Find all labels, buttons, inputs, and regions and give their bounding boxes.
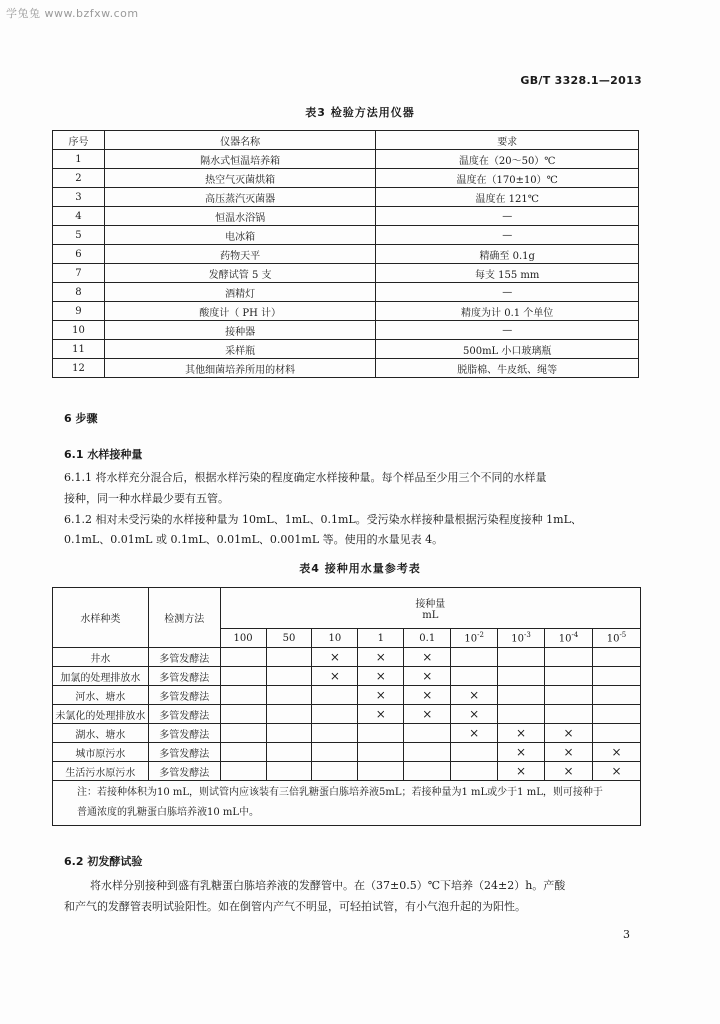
table3-header-cell: 仪器名称: [104, 131, 375, 150]
table4: [52, 587, 641, 826]
table4-volume-exponent: -5: [619, 631, 627, 640]
table3-requirement-cell: 精度为计 0.1 个单位: [376, 302, 639, 321]
table4-empty-cell: [451, 667, 498, 686]
table4-empty-cell: [312, 686, 358, 705]
table3-requirement-cell: 精确至 0.1g: [376, 245, 639, 264]
table4-row: [53, 648, 641, 667]
table4-empty-cell: [592, 667, 640, 686]
table3-instrument-cell: 隔水式恒温培养箱: [104, 150, 375, 169]
section-6-1-heading: 6.1 水样接种量: [64, 448, 143, 461]
table4-mark-cell: ×: [358, 648, 404, 667]
table4-empty-cell: [220, 705, 266, 724]
table4-volume-exponent: -2: [477, 631, 484, 640]
table3-index-cell: 11: [53, 340, 105, 359]
table4-note: [53, 781, 641, 826]
table3-row: [53, 340, 639, 359]
table3-instrument-cell: 热空气灭菌烘箱: [104, 169, 375, 188]
table3: [52, 130, 639, 378]
table4-volume-value: 10: [511, 633, 525, 645]
table4-empty-cell: [266, 667, 312, 686]
table4-empty-cell: [498, 667, 545, 686]
table4-empty-cell: [220, 724, 266, 743]
table3-row: [53, 207, 639, 226]
table4-empty-cell: [312, 762, 358, 781]
table4-empty-cell: [404, 724, 451, 743]
table3-instrument-cell: 电冰箱: [104, 226, 375, 245]
table4-empty-cell: [451, 648, 498, 667]
table4-empty-cell: [545, 648, 593, 667]
table4-note-line1: 注：若接种体积为10 mL，则试管内应该装有三倍乳糖蛋白胨培养液5mL；若接种量为1 mL或少于1 mL，则可接种于: [77, 787, 603, 798]
table4-volume-cell: [545, 629, 593, 648]
table4-empty-cell: [220, 667, 266, 686]
table3-row: [53, 169, 639, 188]
para-6-1-1-line1: 6.1.1 将水样充分混合后，根据水样污染的程度确定水样接种量。每个样品至少用三个不同的水样量: [64, 471, 547, 484]
table4-volume-cell: [498, 629, 545, 648]
table4-empty-cell: [592, 648, 640, 667]
table4-mark-cell: ×: [592, 743, 640, 762]
table3-requirement-cell: —: [376, 207, 639, 226]
table4-sample-type-cell: 河水、塘水: [53, 686, 149, 705]
table3-requirement-cell: 温度在（20～50）℃: [376, 150, 639, 169]
table4-empty-cell: [498, 686, 545, 705]
table4-sample-type-cell: 井水: [53, 648, 149, 667]
table4-empty-cell: [451, 762, 498, 781]
table4-volume-exponent: -4: [571, 631, 579, 640]
table4-mark-cell: ×: [451, 686, 498, 705]
table4-empty-cell: [220, 686, 266, 705]
table3-header-cell: 序号: [53, 131, 105, 150]
table4-empty-cell: [592, 724, 640, 743]
table4-volume-value: 10: [606, 633, 620, 645]
table3-instrument-cell: 酸度计（ PH 计）: [104, 302, 375, 321]
table4-mark-cell: ×: [592, 762, 640, 781]
table4-volume-cell: [312, 629, 358, 648]
table4-mark-cell: ×: [358, 686, 404, 705]
section-6-heading: 6 步骤: [64, 412, 98, 425]
section-6-2-heading: 6.2 初发酵试验: [64, 855, 143, 868]
table3-index-cell: 10: [53, 321, 105, 340]
table4-mark-cell: ×: [545, 743, 593, 762]
table4-row: [53, 724, 641, 743]
table3-instrument-cell: 采样瓶: [104, 340, 375, 359]
table4-empty-cell: [404, 743, 451, 762]
table4-method-cell: 多管发酵法: [148, 705, 220, 724]
table4-sample-type-cell: 生活污水原污水: [53, 762, 149, 781]
table4-empty-cell: [266, 705, 312, 724]
table4-empty-cell: [358, 743, 404, 762]
para-6-1-2-line2: 0.1mL、0.01mL 或 0.1mL、0.01mL、0.001mL 等。使用的水量见表 4。: [64, 533, 444, 546]
table4-volume-value: 100: [233, 632, 253, 644]
table3-header-cell: 要求: [376, 131, 639, 150]
table3-index-cell: 7: [53, 264, 105, 283]
table3-requirement-cell: 温度在（170±10）℃: [376, 169, 639, 188]
table4-volume-exponent: -3: [524, 631, 531, 640]
table4-mark-cell: ×: [498, 724, 545, 743]
table4-sample-type-cell: 湖水、塘水: [53, 724, 149, 743]
table4-mark-cell: ×: [358, 705, 404, 724]
table3-requirement-cell: 500mL 小口玻璃瓶: [376, 340, 639, 359]
table3-index-cell: 5: [53, 226, 105, 245]
table3-index-cell: 4: [53, 207, 105, 226]
table4-header-sample-type: 水样种类: [53, 588, 149, 648]
table3-requirement-cell: 温度在 121℃: [376, 188, 639, 207]
table4-row: [53, 743, 641, 762]
table4-empty-cell: [266, 724, 312, 743]
table4-volume-unit: mL: [422, 610, 439, 621]
table3-row: [53, 321, 639, 340]
table4-empty-cell: [592, 705, 640, 724]
table4-empty-cell: [220, 762, 266, 781]
table4-empty-cell: [220, 743, 266, 762]
table4-volume-value: 0.1: [419, 632, 436, 644]
table3-instrument-cell: 药物天平: [104, 245, 375, 264]
table3-instrument-cell: 其他细菌培养所用的材料: [104, 359, 375, 378]
table4-empty-cell: [451, 743, 498, 762]
table4-volume-cell: [404, 629, 451, 648]
table3-index-cell: 8: [53, 283, 105, 302]
table3-row: [53, 264, 639, 283]
table4-method-cell: 多管发酵法: [148, 724, 220, 743]
table4-empty-cell: [312, 743, 358, 762]
table3-row: [53, 283, 639, 302]
table4-empty-cell: [266, 648, 312, 667]
table4-empty-cell: [220, 648, 266, 667]
table3-index-cell: 12: [53, 359, 105, 378]
table4-mark-cell: ×: [498, 762, 545, 781]
table4-empty-cell: [266, 686, 312, 705]
table4-mark-cell: ×: [404, 648, 451, 667]
table4-volume-value: 10: [558, 633, 572, 645]
table4-mark-cell: ×: [451, 705, 498, 724]
table4-row: [53, 667, 641, 686]
table4-empty-cell: [545, 705, 593, 724]
table4-row: [53, 705, 641, 724]
table4-empty-cell: [358, 724, 404, 743]
table4-empty-cell: [312, 724, 358, 743]
table3-instrument-cell: 高压蒸汽灭菌器: [104, 188, 375, 207]
table4-method-cell: 多管发酵法: [148, 667, 220, 686]
table3-row: [53, 245, 639, 264]
table3-index-cell: 2: [53, 169, 105, 188]
table4-volume-value: 1: [377, 632, 385, 644]
table3-header-row: [53, 131, 639, 150]
table4-volume-cell: [358, 629, 404, 648]
table4-mark-cell: ×: [451, 724, 498, 743]
table4-row: [53, 762, 641, 781]
table4-mark-cell: ×: [545, 762, 593, 781]
table3-instrument-cell: 接种器: [104, 321, 375, 340]
table3-requirement-cell: —: [376, 226, 639, 245]
table4-mark-cell: ×: [312, 648, 358, 667]
table4-volume-cell: [451, 629, 498, 648]
table4-mark-cell: ×: [358, 667, 404, 686]
table4-method-cell: 多管发酵法: [148, 648, 220, 667]
table3-row: [53, 359, 639, 378]
para-6-2-line2: 和产气的发酵管表明试验阳性。如在倒管内产气不明显，可轻拍试管，有小气泡升起的为阳性。: [64, 900, 526, 913]
table4-mark-cell: ×: [312, 667, 358, 686]
table4-header-volume: [220, 588, 640, 629]
table4-volume-value: 50: [282, 632, 296, 644]
table4-empty-cell: [266, 762, 312, 781]
table4-empty-cell: [358, 762, 404, 781]
table3-caption: 表3 检验方法用仪器: [305, 106, 415, 119]
table4-sample-type-cell: 未氯化的处理排放水: [53, 705, 149, 724]
table4-mark-cell: ×: [404, 705, 451, 724]
table4-empty-cell: [592, 686, 640, 705]
table4-sample-type-cell: 加氯的处理排放水: [53, 667, 149, 686]
table4-empty-cell: [545, 686, 593, 705]
table4-note-line2: 普通浓度的乳糖蛋白胨培养液10 mL中。: [77, 807, 260, 818]
table3-requirement-cell: 脱脂棉、牛皮纸、绳等: [376, 359, 639, 378]
table4-method-cell: 多管发酵法: [148, 762, 220, 781]
table4-mark-cell: ×: [545, 724, 593, 743]
para-6-1-2-line1: 6.1.2 相对未受污染的水样接种量为 10mL、1mL、0.1mL。受污染水样接种量根据污染程度接种 1mL、: [64, 513, 582, 526]
table4-empty-cell: [545, 667, 593, 686]
table4-empty-cell: [498, 705, 545, 724]
para-6-1-1-line2: 接种，同一种水样最少要有五管。: [64, 492, 229, 505]
table4-empty-cell: [498, 648, 545, 667]
table4-row: [53, 686, 641, 705]
table3-row: [53, 302, 639, 321]
table3-index-cell: 6: [53, 245, 105, 264]
table4-header-row: [53, 588, 641, 629]
table4-method-cell: 多管发酵法: [148, 686, 220, 705]
para-6-2-line1: 将水样分别接种到盛有乳糖蛋白胨培养液的发酵管中。在（37±0.5）℃下培养（24±2）h。产酸: [90, 879, 566, 892]
table4-empty-cell: [266, 743, 312, 762]
table3-row: [53, 150, 639, 169]
table3-requirement-cell: —: [376, 283, 639, 302]
table4-volume-value: 10: [464, 633, 478, 645]
table3-instrument-cell: 恒温水浴锅: [104, 207, 375, 226]
table4-mark-cell: ×: [404, 667, 451, 686]
watermark: 学兔兔 www.bzfxw.com: [6, 7, 139, 20]
table3-instrument-cell: 发酵试管 5 支: [104, 264, 375, 283]
table4-volume-cell: [220, 629, 266, 648]
table4-sample-type-cell: 城市原污水: [53, 743, 149, 762]
table4-empty-cell: [404, 762, 451, 781]
table3-index-cell: 9: [53, 302, 105, 321]
table4-note-row: [53, 781, 641, 826]
table4-method-cell: 多管发酵法: [148, 743, 220, 762]
table4-mark-cell: ×: [498, 743, 545, 762]
table4-header-method: 检测方法: [148, 588, 220, 648]
table3-index-cell: 3: [53, 188, 105, 207]
table4-volume-cell: [266, 629, 312, 648]
table4-volume-cell: [592, 629, 640, 648]
table3-requirement-cell: —: [376, 321, 639, 340]
table3-row: [53, 226, 639, 245]
page-number: 3: [623, 928, 630, 941]
standard-code: GB/T 3328.1—2013: [520, 74, 642, 87]
table4-caption: 表4 接种用水量参考表: [299, 562, 421, 575]
table3-instrument-cell: 酒精灯: [104, 283, 375, 302]
table3-row: [53, 188, 639, 207]
table4-empty-cell: [312, 705, 358, 724]
table3-requirement-cell: 每支 155 mm: [376, 264, 639, 283]
table4-mark-cell: ×: [404, 686, 451, 705]
table3-index-cell: 1: [53, 150, 105, 169]
table4-volume-label: 接种量: [415, 599, 446, 610]
table4-volume-value: 10: [328, 632, 342, 644]
